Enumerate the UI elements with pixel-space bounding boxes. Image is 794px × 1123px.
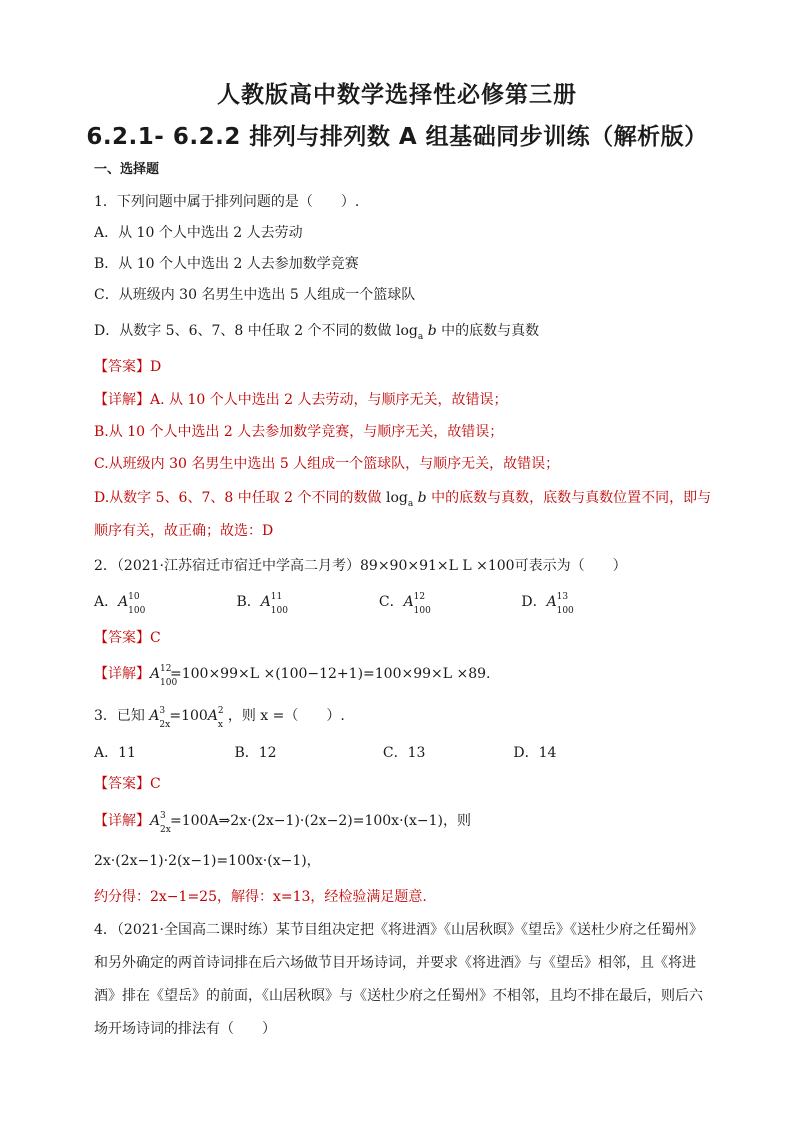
q3-detail-line2: 2x·(2x−1)·2(x−1)=100x·(x−1)， — [94, 853, 321, 869]
q1-answer — [94, 357, 714, 377]
q3-stem: 3．已知 A 3 2x =100 A 2 x ，则 x =（ ）. — [94, 706, 345, 730]
q4-stem-line1: 4．（2021·全国高二课时练）某节目组决定把《将进酒》《山居秋暝》《望岳》《送杜少府之任蜀州》 — [94, 922, 703, 938]
q2-option-a: A． A 10 100 — [94, 592, 146, 616]
q2-option-b: B． A 11 100 — [236, 592, 288, 616]
q2-option-d: D． A 13 100 — [521, 592, 574, 616]
q1-option-d-tail: 中的底数与真数 — [441, 323, 540, 339]
q3-detail: 【详解】 A 3 2x =100A⇒2x·(2x−1)·(2x−2)=100x·(x−1)，则 — [94, 811, 471, 835]
q2-options — [94, 592, 714, 616]
q1-option-b: B．从 10 个人中选出 2 人去参加数学竞赛 — [94, 256, 359, 272]
detail-tag: 【详解】 — [94, 392, 150, 408]
q4-stem-line4: 场开场诗词的排法有（ ） — [94, 1021, 276, 1037]
q3-option-d: D．14 — [513, 745, 557, 761]
q1-option-d-text: D．从数字 5、6、7、8 中任取 2 个不同的数做 — [94, 323, 392, 339]
q3-option-b: B．12 — [234, 745, 277, 761]
detail-text: 中的底数与真数，底数与真数位置不同，即与 — [431, 490, 712, 506]
detail-tag: 【详解】 — [94, 813, 150, 829]
q1-stem: 1．下列问题中属于排列问题的是（ ）. — [94, 194, 360, 210]
q2-detail: 【详解】 A 12 100 =100×99×L ×(100−12+1)=100×99×L ×89. — [94, 664, 491, 688]
q3-detail-line3: 约分得：2x−1=25，解得：x=13，经检验满足题意. — [94, 889, 427, 905]
section-heading: 一、选择题 — [94, 162, 160, 177]
q3-option-a: A．11 — [94, 745, 136, 761]
q1-detail-5: 顺序有关，故正确；故选：D — [94, 523, 274, 539]
q4-stem-line3: 酒》排在《望岳》的前面，《山居秋暝》与《送杜少府之任蜀州》不相邻，且均不排在最后，则后六 — [94, 988, 703, 1004]
document-subtitle: 6.2.1- 6.2.2 排列与排列数 A 组基础同步训练（解析版） — [86, 124, 708, 150]
q1-detail-1 — [94, 390, 714, 410]
log-expression: $\log_a b$ — [396, 323, 437, 342]
q2-product: 89×90×91×L L ×100 — [360, 558, 515, 574]
answer-tag: 【答案】 — [94, 359, 150, 375]
answer-tag: 【答案】 — [94, 630, 150, 646]
q3-options — [94, 743, 714, 763]
q2-stem-text: 2．（2021·江苏宿迁市宿迁中学高二月考） — [94, 558, 360, 574]
q3-answer — [94, 774, 714, 794]
q1-option-d — [94, 321, 714, 347]
detail-text: A. 从 10 个人中选出 2 人去劳动，与顺序无关，故错误； — [150, 392, 508, 408]
detail-tag: 【详解】 — [94, 666, 150, 682]
answer-tag: 【答案】 — [94, 776, 150, 792]
answer-value: C — [150, 630, 161, 646]
q1-option-a: A．从 10 个人中选出 2 人去劳动 — [94, 225, 303, 241]
q3-detail-math: =100A⇒2x·(2x−1)·(2x−2)=100x·(x−1) — [170, 813, 443, 829]
q2-option-c: C． A 12 100 — [378, 592, 431, 616]
q2-answer — [94, 628, 714, 648]
detail-text: D.从数字 5、6、7、8 中任取 2 个不同的数做 — [94, 490, 382, 506]
q1-option-c: C．从班级内 30 名男生中选出 5 人组成一个篮球队 — [94, 287, 416, 303]
log-expression: $\log_a b$ — [385, 490, 427, 509]
q2-stem — [94, 556, 714, 576]
q3-option-c: C．13 — [382, 745, 426, 761]
answer-value: D — [150, 359, 162, 375]
q2-detail-math: =100×99×L ×(100−12+1)=100×99×L ×89. — [170, 666, 491, 682]
q1-detail-3: C.从班级内 30 名男生中选出 5 人组成一个篮球队，与顺序无关，故错误； — [94, 456, 560, 472]
q1-detail-2: B.从 10 个人中选出 2 人去参加数学竞赛，与顺序无关，故错误； — [94, 424, 504, 440]
q4-stem-line2: 和另外确定的两首诗词排在后六场做节目开场诗词，并要求《将进酒》与《望岳》相邻，且《将进 — [94, 955, 696, 971]
document-title: 人教版高中数学选择性必修第三册 — [217, 82, 577, 108]
q2-stem-tail: 可表示为（ ） — [514, 558, 627, 574]
q1-detail-4 — [94, 488, 714, 514]
answer-value: C — [150, 776, 161, 792]
